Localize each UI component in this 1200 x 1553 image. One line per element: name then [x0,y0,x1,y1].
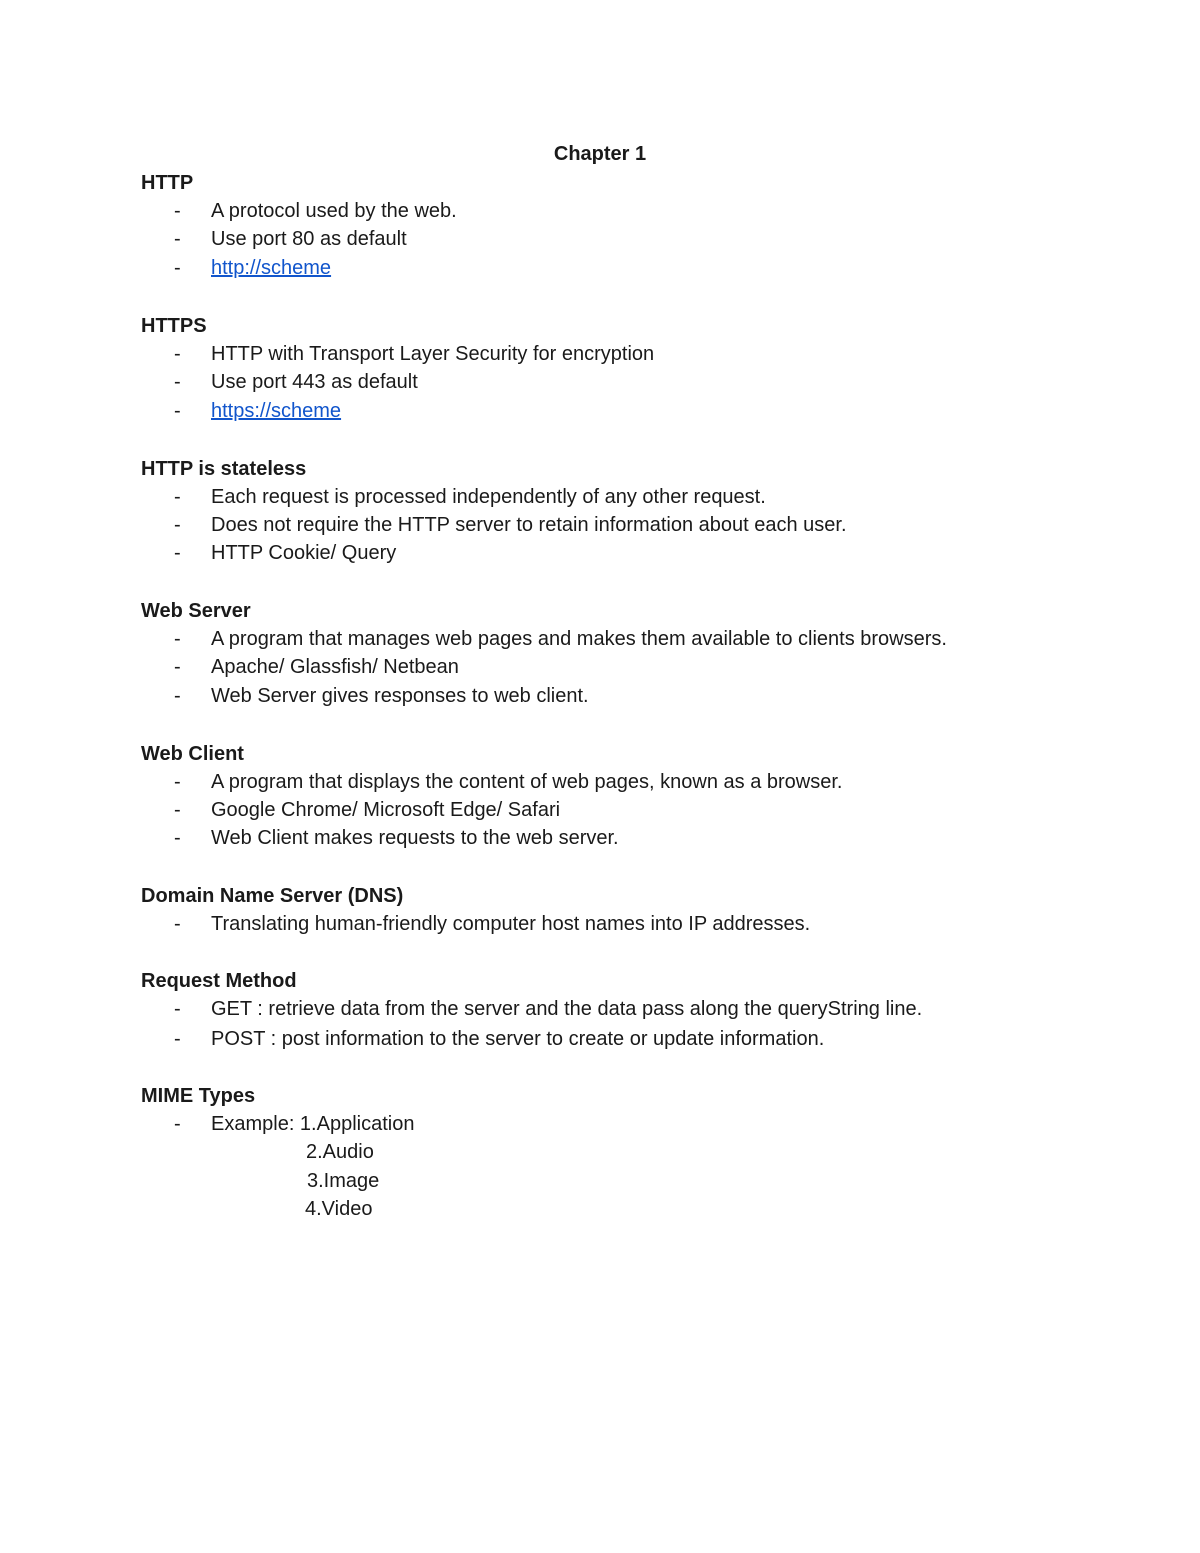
list-item [0,910,1100,938]
list-item-text: POST : post information to the server to create or update information. [211,1028,825,1050]
list-item [0,824,1100,852]
list-item-text: Google Chrome/ Microsoft Edge/ Safari [211,799,561,821]
list-item [0,254,1100,282]
list-item-text: Apache/ Glassfish/ Netbean [211,656,459,678]
list-item [0,796,1100,824]
section-heading-stateless: HTTP is stateless [141,458,307,480]
list-item-text: A protocol used by the web. [211,200,457,222]
bullet-dash: - [174,486,181,508]
list-item [0,511,1100,539]
bullet-dash: - [174,343,181,365]
list-item-text: Each request is processed independently of any other request. [211,486,766,508]
mime-sublist-item: 3.Image [307,1170,380,1192]
list-item-text: Web Client makes requests to the web server. [211,827,619,849]
bullet-dash: - [174,913,181,935]
https-scheme-link[interactable]: https://scheme [211,400,342,422]
list-item [0,682,1100,710]
list-item-text: HTTP with Transport Layer Security for encryption [211,343,655,365]
list-item [0,368,1100,396]
bullet-dash: - [174,200,181,222]
section-heading-web-client: Web Client [141,743,244,765]
list-item [0,340,1100,368]
list-item-text: GET : retrieve data from the server and the data pass along the queryString line. [211,998,923,1020]
list-item-text: Does not require the HTTP server to retain information about each user. [211,514,847,536]
bullet-dash: - [174,998,181,1020]
list-item-text: Translating human-friendly computer host names into IP addresses. [211,913,811,935]
section-heading-mime-types: MIME Types [141,1085,256,1107]
list-item [0,1110,1100,1138]
list-item [0,197,1100,225]
list-item [0,625,1100,653]
bullet-dash: - [174,228,181,250]
list-item-text: Use port 80 as default [211,228,407,250]
mime-sublist-item: 4.Video [305,1198,373,1220]
bullet-dash: - [174,799,181,821]
section-heading-web-server: Web Server [141,600,251,622]
list-item-text: Web Server gives responses to web client. [211,685,589,707]
section-heading-https: HTTPS [141,315,207,337]
bullet-dash: - [174,542,181,564]
bullet-dash: - [174,514,181,536]
list-item [0,653,1100,681]
http-scheme-link[interactable]: http://scheme [211,257,332,279]
list-item [0,995,1100,1023]
bullet-dash: - [174,827,181,849]
bullet-dash: - [174,628,181,650]
list-item [0,483,1100,511]
bullet-dash: - [174,685,181,707]
bullet-dash: - [174,656,181,678]
list-item-text: Use port 443 as default [211,371,418,393]
list-item [0,539,1100,567]
bullet-dash: - [174,1113,181,1135]
section-heading-http: HTTP [141,172,194,194]
bullet-dash: - [174,257,181,279]
section-heading-request-method: Request Method [141,970,297,992]
bullet-dash: - [174,771,181,793]
bullet-dash: - [174,1028,181,1050]
section-heading-dns: Domain Name Server (DNS) [141,885,404,907]
bullet-dash: - [174,400,181,422]
page-title: Chapter 1 [553,143,647,165]
list-item [0,1025,1100,1053]
list-item [0,225,1100,253]
list-item-text: A program that manages web pages and makes them available to clients browsers. [211,628,947,650]
list-item-text: Example: 1.Application [211,1113,415,1135]
list-item [0,768,1100,796]
list-item [0,397,1100,425]
mime-sublist-item: 2.Audio [306,1141,374,1163]
bullet-dash: - [174,371,181,393]
list-item-text: A program that displays the content of web pages, known as a browser. [211,771,843,793]
list-item-text: HTTP Cookie/ Query [211,542,397,564]
